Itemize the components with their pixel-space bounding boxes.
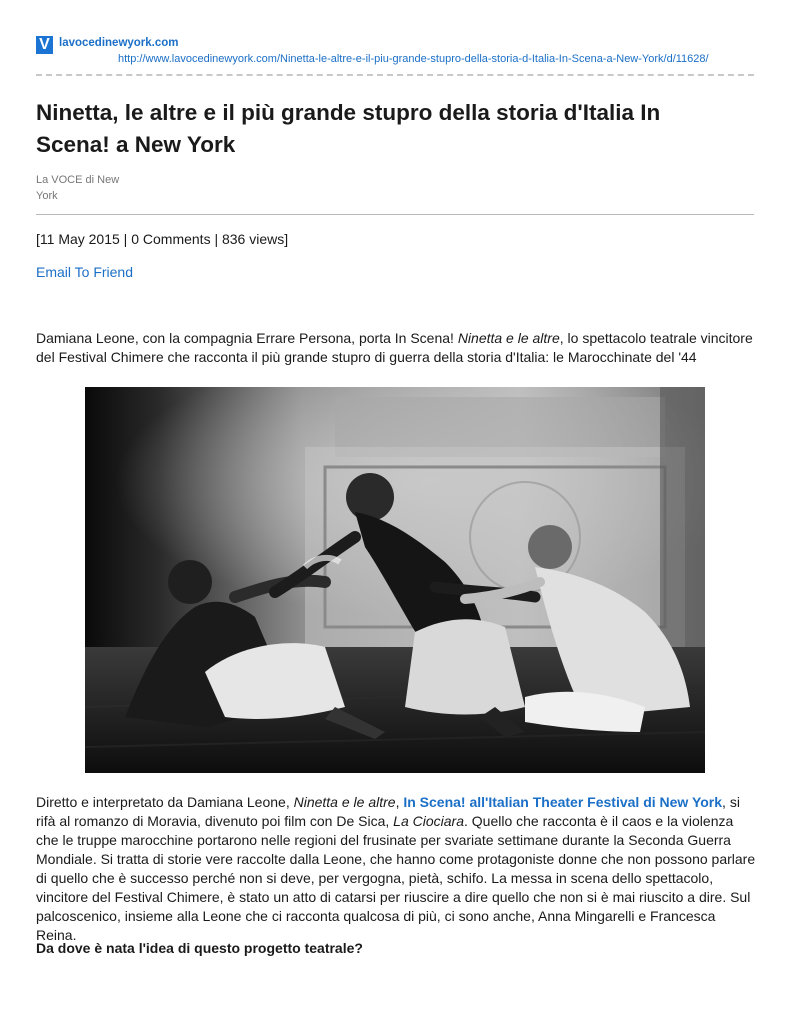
festival-link[interactable]: In Scena! all'Italian Theater Festival di New York — [403, 794, 723, 810]
intro-text-2: , lo spettacolo teatrale vincitore del Festival Chimere che racconta il più grande stupro di guerra della storia d'Italia: le Marocchinate del '44 — [36, 330, 753, 365]
title-divider — [36, 214, 754, 215]
interview-question: Da dove è nata l'idea di questo progetto teatrale? — [36, 940, 363, 956]
article-title: Ninetta, le altre e il più grande stupro della storia d'Italia In Scena! a New York — [36, 100, 661, 157]
article-url-link[interactable]: http://www.lavocedinewyork.com/Ninetta-le-altre-e-il-piu-grande-stupro-della-storia-d-Italia-In-Scena-a-New-York/d/11628/ — [118, 53, 709, 65]
body-text-2: , — [395, 794, 404, 810]
site-name-link[interactable]: lavocedinewyork.com — [59, 37, 179, 49]
article-photo — [85, 387, 705, 773]
body-text-4: . Quello che racconta è il caos e la violenza che le truppe marocchine portarono nelle regioni del frusinate per svariate settimane durante la Seconda Guerra Mondiale. Si tratta di storie vere raccolte dalla Leone, che hanno come protagoniste donne che non possono parlare di quello che è successo perché non si deve, per vergogna, pietà, schifo. La messa in scena dello spettacolo, vincitore del Festival Chimere, è stato un atto di catarsi per riuscire a dire quello che non si è mai riuscito a dire. Sul palcoscenico, insieme alla Leone che ci racconta qualcosa di più, ci sono anche, Anna Mingarelli e Francesca Reina. — [36, 813, 756, 943]
site-logo-icon[interactable]: V — [36, 36, 53, 54]
article-author — [36, 172, 146, 204]
header-divider — [36, 74, 754, 76]
email-to-friend-link[interactable]: Email To Friend — [36, 264, 134, 280]
body-paragraph — [36, 793, 758, 945]
intro-text-1: Damiana Leone, con la compagnia Errare Persona, porta In Scena! — [36, 330, 458, 346]
body-text-1: Diretto e interpretato da Damiana Leone, — [36, 794, 294, 810]
body-italic-title-2: La Ciociara — [393, 813, 464, 829]
intro-paragraph — [36, 329, 758, 367]
author-line-2: York — [36, 190, 58, 202]
body-italic-title-1: Ninetta e le altre — [293, 794, 396, 810]
article-meta: [11 May 2015 | 0 Comments | 836 views] — [36, 231, 289, 247]
intro-italic-title: Ninetta e le altre — [457, 330, 560, 346]
author-line-1: La VOCE di New — [36, 174, 120, 186]
body-text-3: , si rifà al romanzo di Moravia, divenuto poi film con De Sica, — [36, 794, 740, 829]
stage-scene-image — [85, 387, 705, 773]
